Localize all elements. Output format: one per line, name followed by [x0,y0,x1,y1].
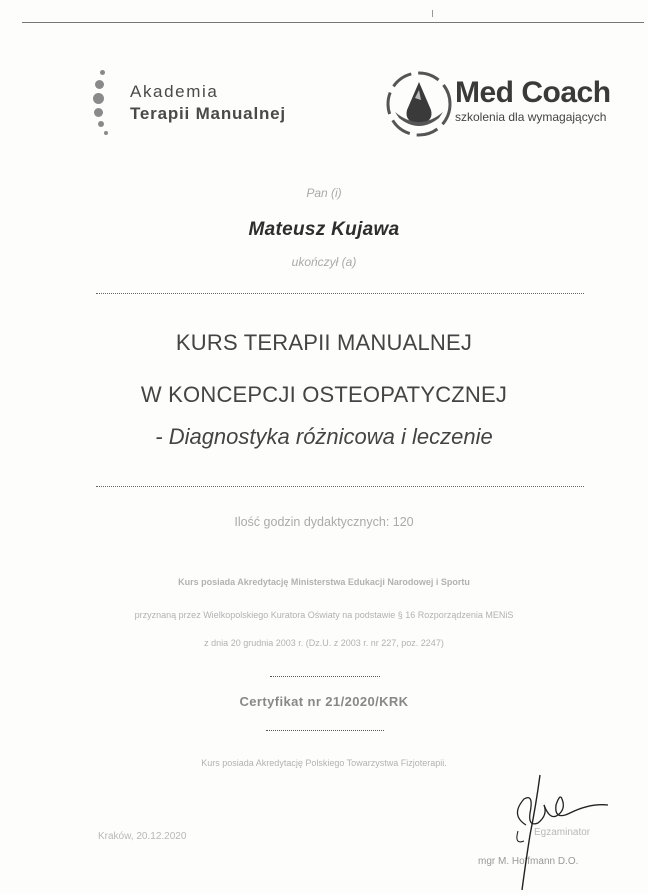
dotted-separator-bottom [96,486,584,487]
signature-icon [500,765,610,894]
didactic-hours: Ilość godzin dydaktycznych: 120 [234,515,414,529]
dots-icon [92,68,122,138]
drop-emblem-icon [385,70,453,138]
akademia-line1: Akademia [130,82,219,101]
medcoach-title: Med Coach [455,76,611,109]
accreditation-line3: z dnia 20 grudnia 2003 r. (Dz.U. z 2003 r. nr 227, poz. 2247) [204,638,444,648]
medcoach-subtitle: szkolenia dla wymagających [455,110,607,124]
certificate-dotted-line-top [270,676,380,677]
top-tick-mark [432,10,433,17]
medcoach-logo [385,70,625,140]
examiner-role: Egzaminator [534,827,591,838]
course-subtitle: - Diagnostyka różnicowa i leczenie [155,424,493,449]
completed-label: ukończył (a) [291,255,357,269]
course-title-line2: W KONCEPCJI OSTEOPATYCZNEJ [140,382,508,407]
recipient-prefix: Pan (i) [306,186,342,200]
certificate-number: Certyfikat nr 21/2020/KRK [239,694,409,709]
certificate-dotted-line-bottom [266,730,384,731]
top-rule [22,22,644,23]
accreditation-line1: Kurs posiada Akredytację Ministerstwa Edukacji Narodowej i Sportu [178,577,470,587]
place-date: Kraków, 20.12.2020 [98,831,187,842]
akademia-wordmark [130,82,286,124]
accreditation-line2: przyznaną przez Wielkopolskiego Kuratora Oświaty na podstawie § 16 Rozporządzenia MENiS [134,610,514,620]
examiner-name: mgr M. Hoffmann D.O. [478,856,579,867]
dotted-separator-top [96,293,584,294]
recipient-name: Mateusz Kujawa [248,219,400,240]
accreditation-line4: Kurs posiada Akredytację Polskiego Towarzystwa Fizjoterapii. [201,758,447,768]
course-title-line1: KURS TERAPII MANUALNEJ [175,330,473,355]
akademia-line2: Terapii Manualnej [130,104,286,123]
akademia-logo [92,68,322,138]
